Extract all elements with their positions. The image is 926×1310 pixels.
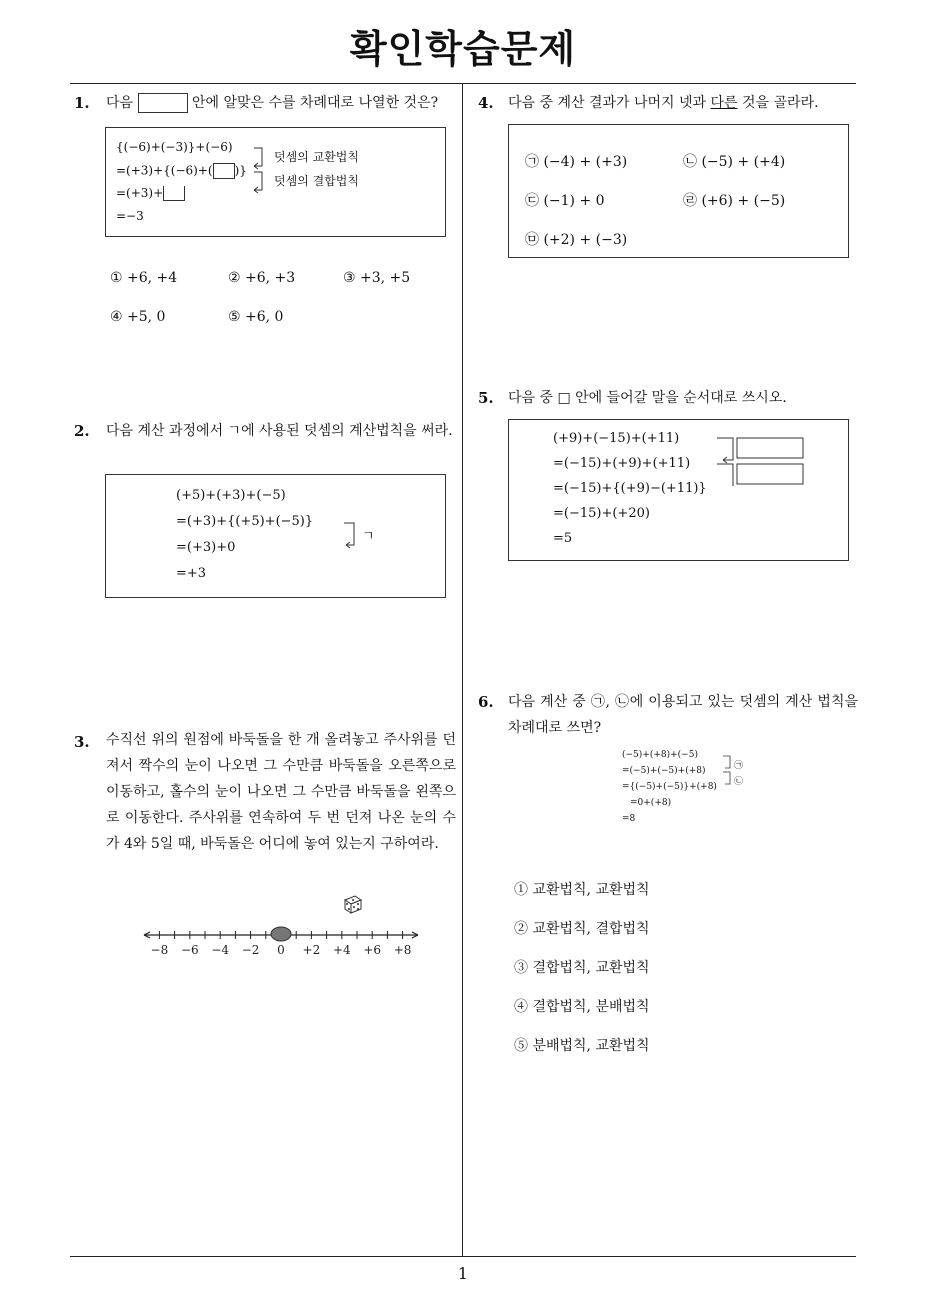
answer-blank (737, 438, 803, 458)
question-number: 2. (74, 422, 90, 440)
calc-line-2 (116, 163, 247, 179)
choice-e[interactable]: ㉤ (+2) + (−3) (525, 232, 628, 248)
calc-line-3: =(−15)+{(+9)−(+11)} (553, 481, 707, 496)
calc-line-2b: )} (234, 163, 247, 178)
calc-line-1: (−5)+(+8)+(−5) (622, 750, 698, 760)
number-line-label: +4 (332, 943, 351, 957)
choice-1[interactable]: ① +6, +4 (110, 270, 178, 286)
top-rule (70, 83, 856, 84)
law-label-1: 덧셈의 교환법칙 (274, 150, 359, 164)
calc-line-5: =8 (622, 814, 636, 824)
choice-3[interactable]: ③ 결합법칙, 교환법칙 (514, 960, 650, 976)
page-title: 확인학습문제 (349, 27, 577, 71)
question-text (508, 90, 819, 116)
column-divider (462, 83, 463, 1257)
dice-icon (343, 894, 363, 914)
question-text-underlined: 다른 (710, 95, 738, 111)
choice-d[interactable]: ㉣ (+6) + (−5) (683, 193, 786, 209)
bottom-rule (70, 1256, 856, 1257)
calc-line-4: =−3 (116, 209, 144, 223)
bracket-arrows (715, 436, 815, 496)
calc-line-5: =5 (553, 531, 573, 546)
number-line-label: −4 (211, 943, 230, 957)
question-number: 5. (478, 389, 494, 407)
choice-5[interactable]: ⑤ 분배법칙, 교환법칙 (514, 1038, 650, 1054)
answer-blank (213, 163, 235, 179)
calc-line-2: =(+3)+{(+5)+(−5)} (176, 514, 314, 529)
choice-4[interactable]: ④ 결합법칙, 분배법칙 (514, 999, 650, 1015)
question-number: 1. (74, 94, 90, 112)
calc-line-2: =(−5)+(−5)+(+8) (622, 766, 706, 776)
calc-line-3: =(+3)+0 (176, 540, 236, 555)
question-text-before: 다음 중 계산 결과가 나머지 넷과 (508, 95, 707, 111)
calc-line-4: =+3 (176, 566, 207, 581)
choice-c[interactable]: ㉢ (−1) + 0 (525, 193, 605, 209)
number-line-label: 0 (277, 943, 285, 957)
number-line-label: −8 (150, 943, 169, 957)
answer-blank (138, 93, 188, 113)
question-text: 다음 계산 과정에서 ㄱ에 사용된 덧셈의 계산법칙을 써라. (106, 423, 453, 439)
law-label-2: 덧셈의 결합법칙 (274, 174, 359, 188)
bracket-arrow (342, 521, 362, 551)
question-text-after: 안에 알맞은 수를 차례대로 나열한 것은? (191, 95, 439, 111)
choice-b[interactable]: ㉡ (−5) + (+4) (683, 154, 786, 170)
calculation-box (105, 127, 446, 237)
answer-blank (737, 464, 803, 484)
question-number: 6. (478, 693, 494, 711)
calc-line-1: {(−6)+(−3)}+(−6) (116, 140, 233, 154)
go-stone-icon (271, 927, 291, 941)
calc-line-3 (116, 186, 185, 201)
choice-a[interactable]: ㉠ (−4) + (+3) (525, 154, 628, 170)
number-line-label: +8 (393, 943, 412, 957)
question-text: 다음 중 □ 안에 들어갈 말을 순서대로 쓰시오. (508, 390, 787, 406)
number-line-label: −2 (241, 943, 260, 957)
calc-line-1: (+5)+(+3)+(−5) (176, 488, 286, 503)
law-mark: ㄱ (362, 529, 375, 544)
number-line-label: −6 (180, 943, 199, 957)
choice-2[interactable]: ② 교환법칙, 결합법칙 (514, 921, 650, 937)
choice-2[interactable]: ② +6, +3 (228, 270, 296, 286)
choice-1[interactable]: ① 교환법칙, 교환법칙 (514, 882, 650, 898)
choices-box (508, 124, 849, 258)
question-text-before: 다음 (106, 95, 134, 111)
calculation-box (508, 419, 849, 561)
number-line-label: +2 (302, 943, 321, 957)
calc-line-4: =(−15)+(+20) (553, 506, 650, 521)
mark-a: ㉠ (734, 761, 744, 771)
calc-line-3-text: =(+3)+ (116, 186, 164, 200)
question-number: 3. (74, 733, 90, 751)
choice-3[interactable]: ③ +3, +5 (343, 270, 411, 286)
calculation-box (105, 474, 446, 598)
mark-b: ㉡ (734, 777, 744, 787)
number-line (138, 920, 428, 960)
calc-line-3: ={(−5)+(−5)}+(+8) (622, 782, 717, 792)
calc-line-2a: =(+3)+{(−6)+( (116, 163, 213, 178)
question-text: 다음 계산 중 ㉠, ㉡에 이용되고 있는 덧셈의 계산 법칙을 차례대로 쓰면? (508, 694, 858, 736)
answer-blank (163, 186, 185, 201)
question-text: 수직선 위의 원점에 바둑돌을 한 개 올려놓고 주사위를 던져서 짝수의 눈이 나오면 그 수만큼 바둑돌을 오른쪽으로 이동하고, 홀수의 눈이 나오면 그 수만큼 바둑돌을 왼쪽으로 이동한다. 주사위를 연속하여 두 번 던져 나온 눈의 수가 4와 5일 때, 바둑돌은 어디에 놓여 있는지 구하여라. (106, 732, 456, 852)
calc-line-2: =(−15)+(+9)+(+11) (553, 456, 691, 471)
choice-4[interactable]: ④ +5, 0 (110, 309, 166, 325)
question-text (106, 90, 438, 116)
bracket-arrows (250, 146, 276, 206)
question-number: 4. (478, 94, 494, 112)
page-number: 1 (457, 1264, 469, 1283)
choice-5[interactable]: ⑤ +6, 0 (228, 309, 284, 325)
calc-line-1: (+9)+(−15)+(+11) (553, 431, 680, 446)
question-text-after: 것을 골라라. (742, 95, 819, 111)
calc-line-4: =0+(+8) (630, 798, 672, 808)
calculation (622, 750, 762, 830)
number-line-label: +6 (363, 943, 382, 957)
